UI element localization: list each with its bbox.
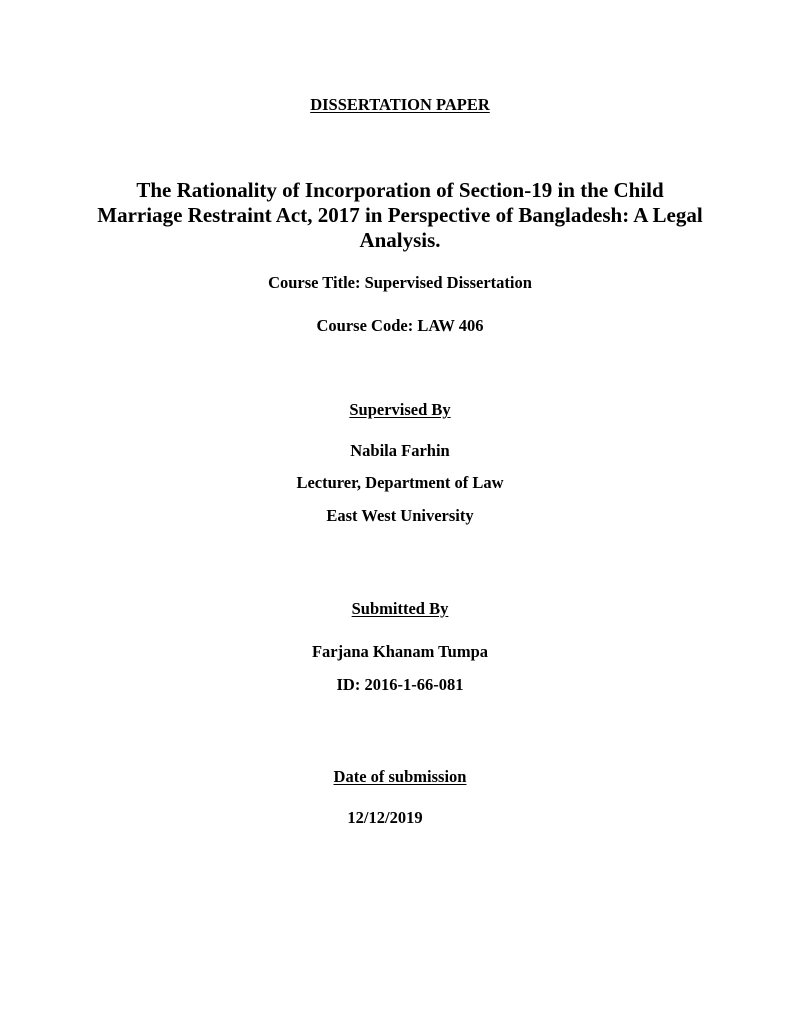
title-line-2: Marriage Restraint Act, 2017 in Perspective of Bangladesh: A Legal	[97, 203, 703, 227]
submitted-by-heading: Submitted By	[351, 599, 449, 618]
submitter-name: Farjana Khanam Tumpa	[311, 642, 489, 661]
supervisor-institution: East West University	[326, 506, 474, 525]
title-line-1: The Rationality of Incorporation of Section-19 in the Child	[136, 178, 664, 202]
supervised-by-heading: Supervised By	[349, 400, 451, 419]
submission-date: 12/12/2019	[347, 808, 423, 827]
submitter-id: ID: 2016-1-66-081	[336, 675, 464, 694]
course-title: Course Title: Supervised Dissertation	[268, 273, 532, 292]
dissertation-title	[60, 178, 740, 253]
title-line-3: Analysis.	[359, 228, 441, 252]
supervisor-position: Lecturer, Department of Law	[296, 473, 504, 492]
document-type-heading: DISSERTATION PAPER	[310, 95, 490, 114]
date-of-submission-heading: Date of submission	[333, 767, 467, 786]
course-code: Course Code: LAW 406	[316, 316, 484, 335]
supervisor-name: Nabila Farhin	[350, 441, 450, 460]
